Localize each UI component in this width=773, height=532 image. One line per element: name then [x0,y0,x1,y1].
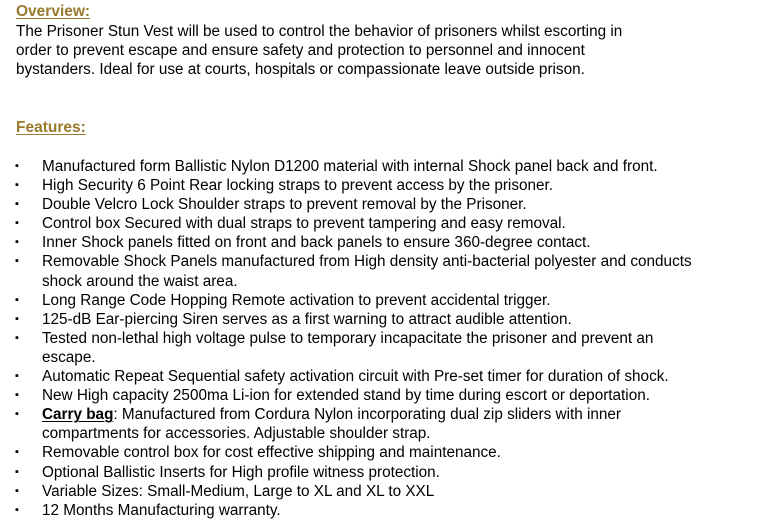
features-heading: Features: [16,119,86,136]
bullet-icon: ▪ [15,293,19,306]
feature-item [0,252,773,290]
bullet-icon: ▪ [15,198,19,211]
feature-text-line: Long Range Code Hopping Remote activation to prevent accidental trigger. [42,291,551,309]
feature-item [0,195,773,214]
feature-text-line: Manufactured form Ballistic Nylon D1200 material with internal Shock panel back and front. [42,158,658,175]
feature-text-line: Tested non-lethal high voltage pulse to temporary incapacitate the prisoner and prevent an [42,329,654,347]
feature-text-line: Removable control box for cost effective shipping and maintenance. [42,444,501,462]
feature-text-line: Control box Secured with dual straps to prevent tampering and easy removal. [42,215,566,233]
feature-text-line: Removable Shock Panels manufactured from High density anti-bacterial polyester and conducts [42,253,692,271]
bullet-icon: ▪ [15,179,19,192]
overview-line: order to prevent escape and ensure safety and protection to personnel and innocent [16,42,585,60]
feature-item [0,482,773,501]
feature-text-line: Inner Shock panels fitted on front and back panels to ensure 360-degree contact. [42,234,591,252]
bullet-icon: ▪ [15,370,19,383]
feature-text-line: Optional Ballistic Inserts for High profile witness protection. [42,463,440,481]
feature-text-line: escape. [42,348,96,366]
overview-paragraph [16,22,761,80]
feature-label: Carry bag [42,406,114,424]
feature-text: : Manufactured from Cordura Nylon incorporating dual zip sliders with inner [113,406,622,424]
bullet-icon: ▪ [15,503,19,516]
feature-item [0,157,773,176]
feature-item [0,501,773,520]
feature-item [0,310,773,329]
feature-item [0,329,773,367]
bullet-icon: ▪ [15,446,19,459]
feature-item [0,233,773,252]
feature-item [0,405,773,443]
feature-item [0,463,773,482]
features-list [0,157,773,520]
feature-text-line: 125-dB Ear-piercing Siren serves as a first warning to attract audible attention. [42,310,572,328]
feature-text-line: Variable Sizes: Small-Medium, Large to XL and XL to XXL [42,482,435,500]
feature-item [0,291,773,310]
feature-item [0,443,773,462]
feature-item [0,386,773,405]
bullet-icon: ▪ [15,312,19,325]
feature-text-line: Double Velcro Lock Shoulder straps to prevent removal by the Prisoner. [42,196,527,214]
feature-text-line: 12 Months Manufacturing warranty. [42,501,281,519]
bullet-icon: ▪ [15,408,19,421]
feature-text-line [42,405,765,424]
feature-item [0,176,773,195]
overview-line: bystanders. Ideal for use at courts, hospitals or compassionate leave outside prison. [16,61,585,79]
feature-item [0,367,773,386]
bullet-icon: ▪ [15,217,19,230]
feature-text-line: Automatic Repeat Sequential safety activation circuit with Pre-set timer for duration of shock. [42,368,669,386]
bullet-icon: ▪ [15,389,19,402]
bullet-icon: ▪ [15,236,19,249]
bullet-icon: ▪ [15,465,19,478]
feature-text-line: New High capacity 2500ma Li-ion for extended stand by time during escort or deportation. [42,387,650,405]
feature-text-line: shock around the waist area. [42,272,238,290]
feature-item [0,214,773,233]
overview-line: The Prisoner Stun Vest will be used to control the behavior of prisoners whilst escorting in [16,23,623,40]
feature-text-line: compartments for accessories. Adjustable shoulder strap. [42,425,431,443]
overview-heading: Overview: [16,3,91,20]
bullet-icon: ▪ [15,484,19,497]
bullet-icon: ▪ [15,331,19,344]
feature-text-line: High Security 6 Point Rear locking straps to prevent access by the prisoner. [42,177,553,195]
bullet-icon: ▪ [15,255,19,268]
bullet-icon: ▪ [15,160,19,172]
